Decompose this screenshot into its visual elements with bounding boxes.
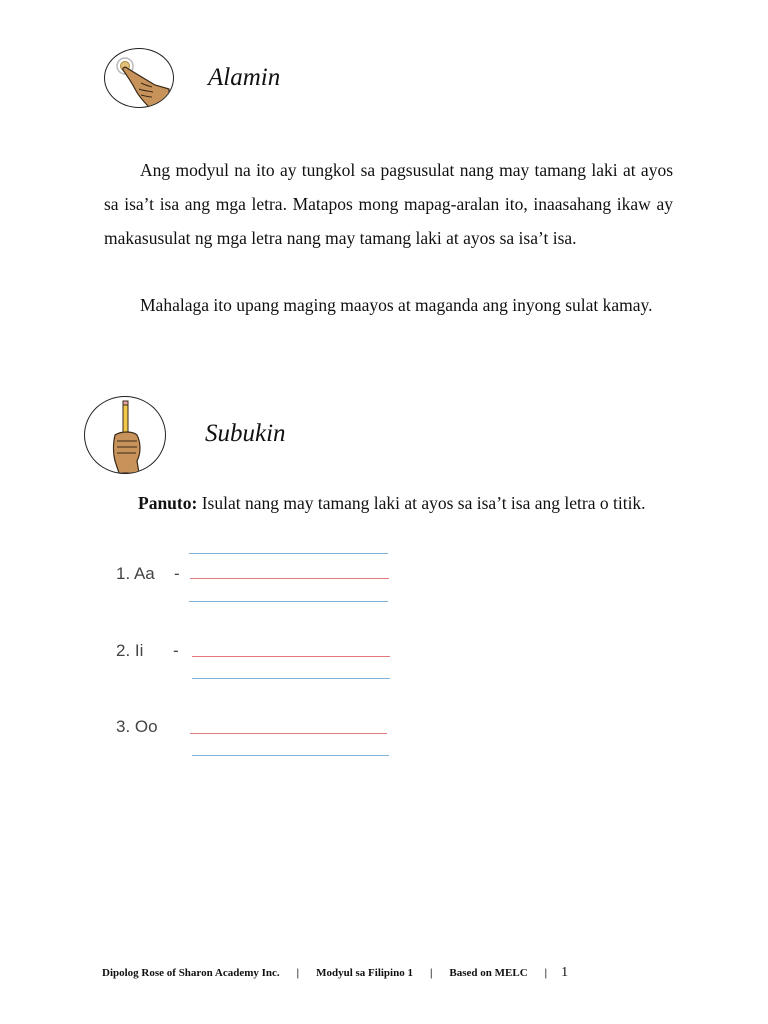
writing-line[interactable]	[190, 733, 387, 734]
item-label: 1. Aa	[116, 564, 155, 583]
guide-line-top	[189, 553, 388, 554]
item-label: 2. Ii	[116, 641, 144, 660]
instruction-label: Panuto:	[138, 493, 198, 513]
item-dash: -	[174, 564, 180, 583]
page-number: 1	[561, 965, 569, 980]
paragraph: Mahalaga ito upang maging maayos at maganda ang inyong sulat kamay.	[140, 295, 653, 315]
footer-separator: |	[429, 967, 433, 979]
paragraph: Ang modyul na ito ay tungkol sa pagsusulat nang may tamang laki at ayos sa isa’t isa ang mga letra. Matapos mong mapag-aralan ito, inaasahang ikaw ay makasusulat ng mga letra nang may tamang laki at ayos sa isa’t isa.	[104, 160, 673, 248]
instruction	[93, 493, 653, 514]
footer	[102, 965, 568, 981]
guide-line-bottom	[192, 755, 389, 756]
guide-line-bottom	[192, 678, 390, 679]
footer-module: Modyul sa Filipino 1	[316, 967, 413, 979]
section-title-subukin: Subukin	[205, 420, 286, 447]
section-title-alamin: Alamin	[208, 64, 281, 91]
footer-separator: |	[296, 967, 300, 979]
footer-basis: Based on MELC	[449, 967, 528, 979]
item-label: 3. Oo	[116, 717, 158, 736]
writing-line[interactable]	[192, 656, 390, 657]
hand-holding-pencil-icon	[84, 396, 166, 474]
footer-school: Dipolog Rose of Sharon Academy Inc.	[102, 967, 280, 979]
item-dash: -	[173, 641, 179, 660]
footer-separator: |	[544, 967, 548, 979]
instruction-text: Isulat nang may tamang laki at ayos sa isa’t isa ang letra o titik.	[201, 493, 646, 513]
pointing-hand-icon	[104, 48, 174, 108]
guide-line-bottom	[189, 601, 388, 602]
writing-line[interactable]	[190, 578, 389, 579]
